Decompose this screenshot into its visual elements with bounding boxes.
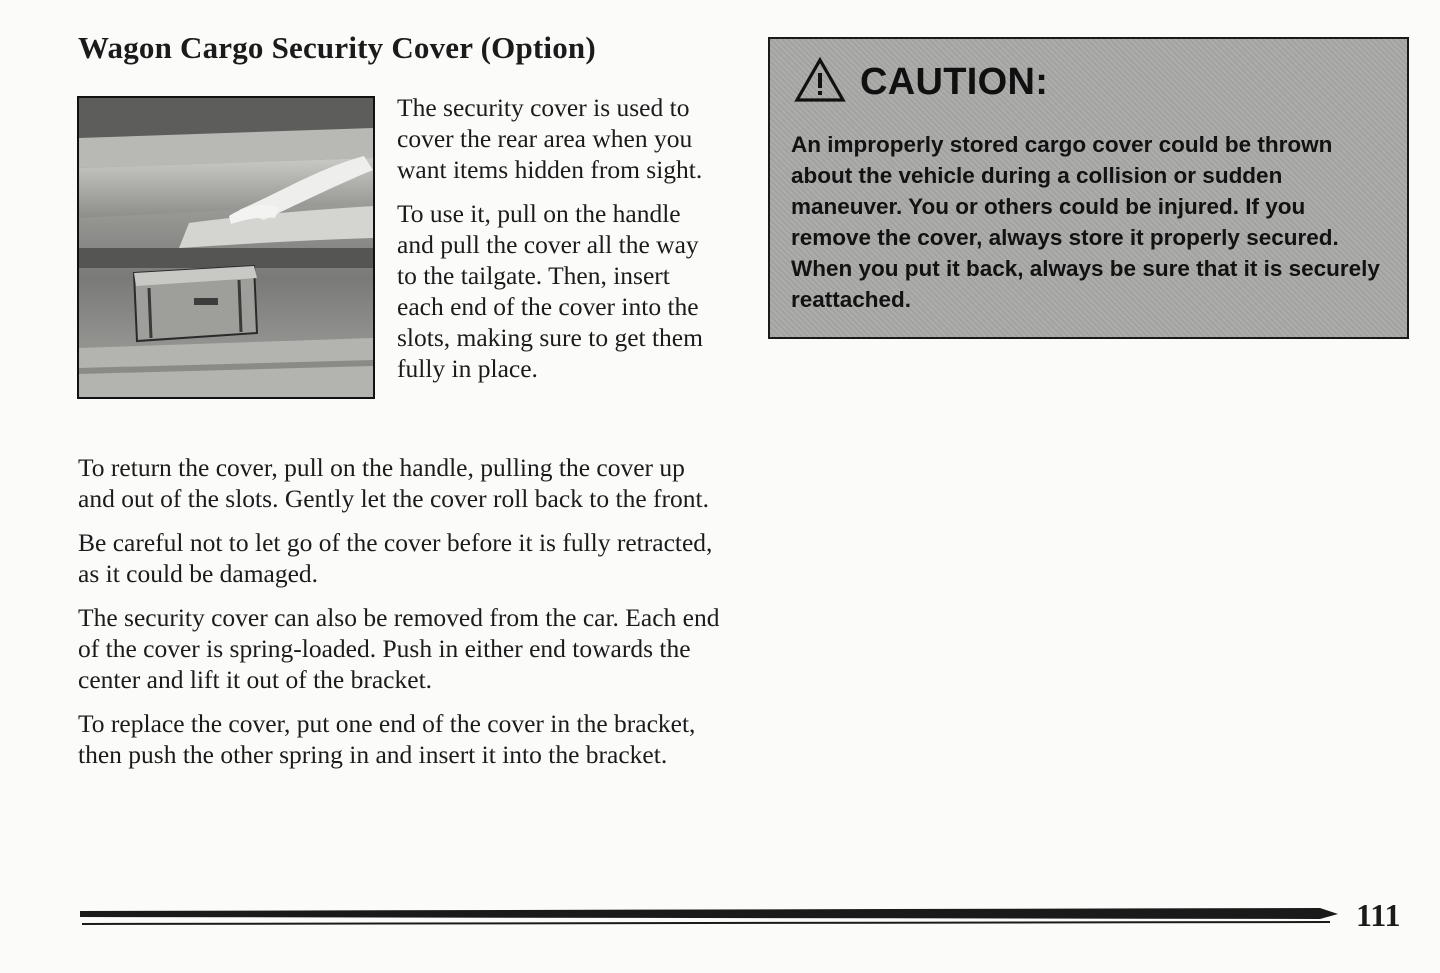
page-number: 111: [1356, 897, 1401, 933]
replace-paragraph: To replace the cover, put one end of the cover in the bracket, then push the other spring in and insert it into the bracket.: [78, 709, 696, 769]
cargo-cover-photo: [77, 96, 375, 399]
intro-paragraph: The security cover is used to cover the rear area when you want items hidden from sight.: [397, 93, 703, 184]
warning-triangle-icon: [794, 57, 846, 108]
return-cover-paragraph: To return the cover, pull on the handle, pulling the cover up and out of the slots. Gently let the cover roll back to the front.: [78, 453, 709, 513]
intro-text-column: [397, 92, 722, 397]
caution-header: [794, 57, 1048, 108]
usage-paragraph: To use it, pull on the handle and pull the cover all the way to the tailgate. Then, insert each end of the cover into the slots, making sure to get them fully in place.: [397, 199, 703, 383]
caution-body-text: An improperly stored cargo cover could be thrown about the vehicle during a collision or sudden maneuver. You or others could be injured. If you remove the cover, always store it properly secured. When you put it back, always be sure that it is securely reattached.: [791, 132, 1380, 312]
caution-heading: CAUTION:: [860, 61, 1049, 103]
careful-paragraph: Be careful not to let go of the cover before it is fully retracted, as it could be damaged.: [78, 528, 713, 588]
caution-box: [768, 37, 1409, 339]
removal-paragraph: The security cover can also be removed from the car. Each end of the cover is spring-loaded. Push in either end towards the center and lift it out of the bracket.: [78, 603, 720, 694]
instructions-text-column: [78, 452, 723, 783]
footer-rule: [80, 905, 1338, 927]
page-title: Wagon Cargo Security Cover (Option): [78, 30, 596, 65]
